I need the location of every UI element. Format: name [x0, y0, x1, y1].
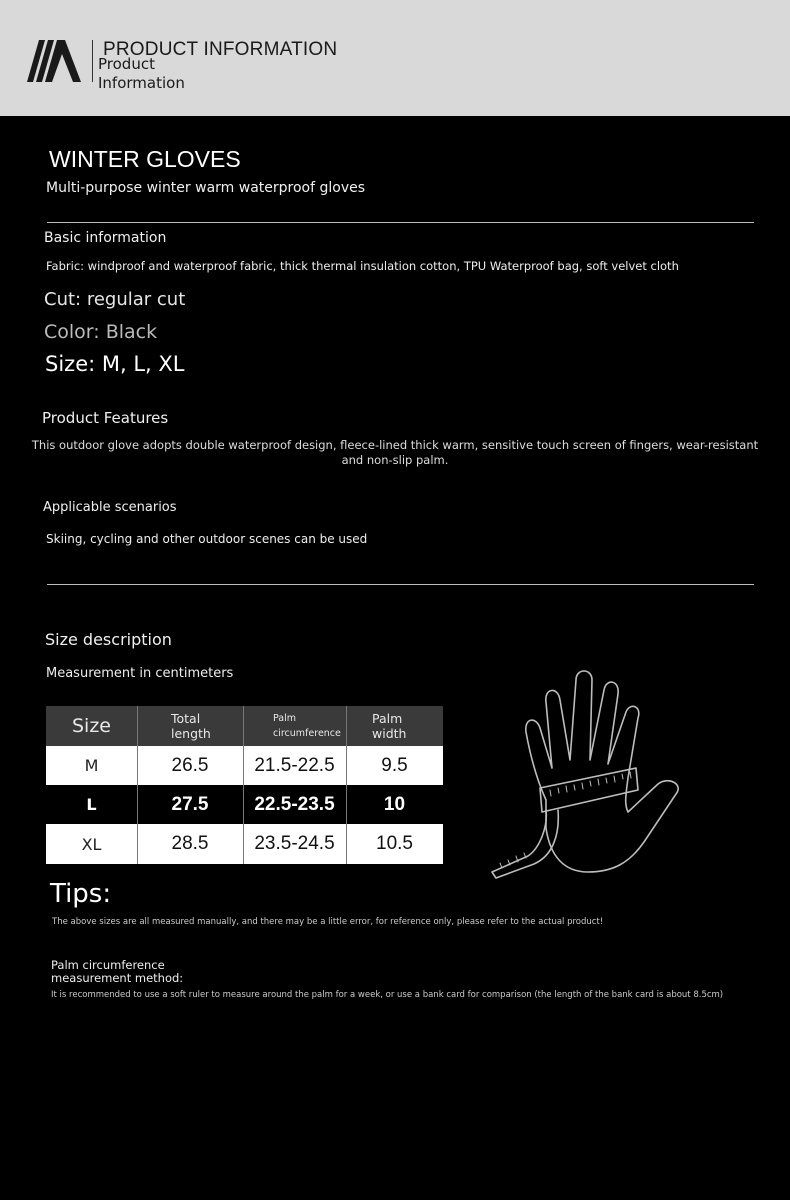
table-header-cell: Palm width — [346, 706, 443, 746]
header-divider — [92, 40, 93, 82]
product-subtitle: Multi-purpose winter warm waterproof gloves — [46, 180, 366, 196]
header-banner — [0, 0, 790, 116]
table-cell: 28.5 — [137, 824, 243, 864]
scenarios-heading: Applicable scenarios — [43, 500, 177, 515]
table-cell: 26.5 — [137, 746, 243, 785]
palm-measurement-heading: Palm circumference measurement method: — [51, 958, 184, 985]
table-cell: XL — [46, 824, 137, 864]
table-grid-line — [346, 706, 347, 864]
table-cell: 27.5 — [137, 785, 243, 824]
hand-measurement-icon — [478, 660, 688, 885]
divider — [47, 584, 754, 585]
scenarios-text: Skiing, cycling and other outdoor scenes can be used — [46, 532, 368, 546]
features-heading: Product Features — [42, 409, 169, 427]
table-cell: M — [46, 746, 137, 785]
color-text: Color: Black — [44, 321, 158, 343]
table-cell: 10.5 — [346, 824, 443, 864]
table-header-cell: Size — [46, 706, 137, 746]
basic-info-heading: Basic information — [44, 230, 167, 246]
table-cell: 10 — [346, 785, 443, 824]
header-title: PRODUCT INFORMATION — [103, 39, 338, 60]
table-cell: L — [46, 785, 137, 824]
table-grid-line — [243, 706, 244, 864]
fabric-text: Fabric: windproof and waterproof fabric, thick thermal insulation cotton, TPU Waterproof bag, soft velvet cloth — [46, 259, 679, 273]
header-subtitle: Product Information — [98, 55, 185, 92]
product-title: WINTER GLOVES — [49, 146, 241, 172]
table-cell: 23.5-24.5 — [243, 824, 346, 864]
features-text: This outdoor glove adopts double waterproof design, fleece-lined thick warm, sensitive touch screen of fingers, wear-resistant and non-slip palm. — [31, 438, 759, 467]
table-header-cell: Palm circumference — [243, 706, 346, 746]
table-header-cell: Total length — [137, 706, 243, 746]
tips-text: The above sizes are all measured manually, and there may be a little error, for reference only, please refer to the actual product! — [52, 917, 604, 927]
table-cell: 22.5-23.5 — [243, 785, 346, 824]
size-text: Size: M, L, XL — [45, 352, 185, 376]
table-cell: 21.5-22.5 — [243, 746, 346, 785]
stripes-mountain-logo — [27, 40, 83, 82]
unit-note: Measurement in centimeters — [46, 666, 234, 681]
cut-text: Cut: regular cut — [44, 289, 186, 310]
size-description-heading: Size description — [45, 630, 172, 649]
palm-measurement-text: It is recommended to use a soft ruler to measure around the palm for a week, or use a bank card for comparison (the length of the bank card is about 8.5cm) — [51, 990, 724, 1000]
table-grid-line — [137, 706, 138, 864]
tips-heading: Tips: — [50, 879, 112, 909]
table-cell: 9.5 — [346, 746, 443, 785]
size-table — [46, 706, 443, 864]
divider — [47, 222, 754, 223]
